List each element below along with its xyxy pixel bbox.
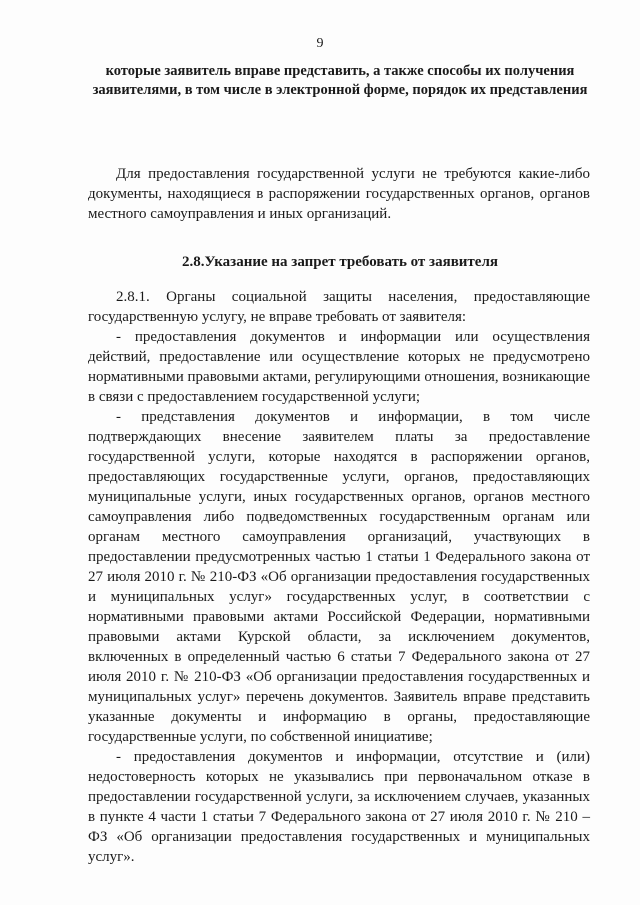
section-heading-continuation: которые заявитель вправе представить, а также способы их получения заявителями, в том числе в электронной форме, порядок их представления — [92, 63, 588, 98]
intro-text: Для предоставления государственной услуги не требуются какие-либо документы, находящиеся в распоряжении государственных органов, органов местного самоуправления и иных организаций. — [88, 166, 590, 222]
paragraph: - предоставления документов и информации или осуществления действий, предоставление или осуществление которых не предусмотрено нормативными правовыми актами, регулирующими отношения, возникающие в связи с предоставлением государственной услуги; — [88, 329, 590, 405]
paragraph: - предоставления документов и информации, отсутствие и (или) недостоверность которых не указывались при первоначальном отказе в предоставлении государственной услуги, за исключением случаев, указанных в пункте 4 части 1 статьи 7 Федерального закона от 27 июля 2010 г. № 210 – ФЗ «Об организации предоставления государственных и муниципальных услуг». — [88, 749, 590, 865]
paragraph: 2.8.1. Органы социальной защиты населения, предоставляющие государственную услугу, не вправе требовать от заявителя: — [88, 289, 590, 325]
intro-paragraph — [88, 164, 590, 224]
section-title: 2.8.Указание на запрет требовать от заявителя — [181, 254, 498, 270]
paragraph: - представления документов и информации, в том числе подтверждающих внесение заявителем платы за предоставление государственной услуги, которые находятся в распоряжении органов, предоставляющих государственные услуги, органов, предоставляющих муниципальные услуги, иных государственных органов, органов местного самоуправления либо подведомственных государственным органам или органам местного самоуправления организаций, участвующих в предоставлении предусмотренных частью 1 статьи 1 Федерального закона от 27 июля 2010 г. № 210-ФЗ «Об организации предоставления государственных и муниципальных услуг» государственных услуг, в соответствии с нормативными правовыми актами Российской Федерации, нормативными правовыми актами Курской области, за исключением документов, включенных в определенный частью 6 статьи 7 Федерального закона от 27 июля 2010 г. № 210-ФЗ «Об организации предоставления государственных и муниципальных услуг» перечень документов. Заявитель вправе представить указанные документы и информацию в органы, предоставляющие государственные услуги, по собственной инициативе; — [88, 409, 590, 745]
page-number: 9 — [316, 36, 324, 51]
section-body — [88, 287, 590, 867]
